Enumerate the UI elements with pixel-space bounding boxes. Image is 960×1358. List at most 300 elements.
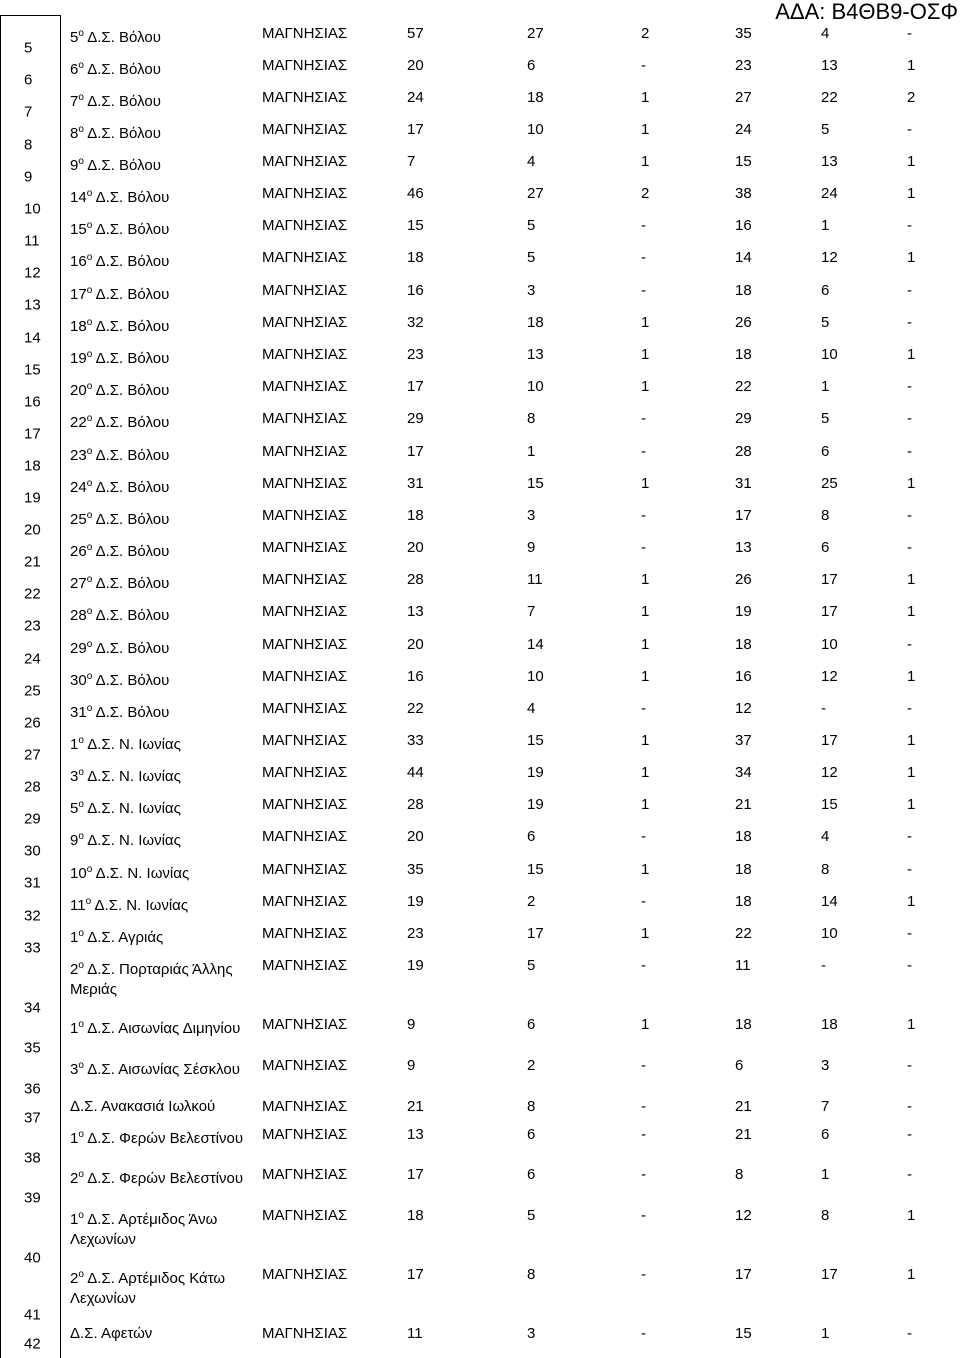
value-cell: 17	[407, 121, 424, 138]
ordinal-number: 1	[70, 736, 79, 753]
value-cell: 1	[907, 153, 916, 170]
value-cell: 18	[735, 893, 752, 910]
value-cell: 14	[821, 893, 838, 910]
ordinal-number: 8	[70, 125, 79, 142]
school-name	[70, 1056, 255, 1080]
ordinal-suffix: ο	[78, 1210, 84, 1221]
ordinal-number: 16	[70, 253, 87, 270]
value-cell: -	[907, 25, 912, 42]
value-cell: 2	[907, 89, 916, 106]
ordinal-suffix: ο	[78, 124, 84, 135]
value-cell: 17	[821, 571, 838, 588]
value-cell: 20	[407, 636, 424, 653]
school-name	[70, 635, 255, 659]
row-number-text: 40	[24, 1249, 41, 1267]
value-cell: 26	[735, 571, 752, 588]
value-cell: 13	[735, 539, 752, 556]
ordinal-number: 25	[70, 511, 87, 528]
school-name	[70, 248, 255, 272]
value-cell: 15	[735, 1325, 752, 1342]
school-name-text: Δ.Σ. Φερών Βελεστίνου	[87, 1170, 244, 1187]
value-cell: 13	[821, 153, 838, 170]
prefecture: ΜΑΓΝΗΣΙΑΣ	[262, 89, 348, 106]
ordinal-number: 11	[70, 897, 86, 914]
value-cell: 15	[735, 153, 752, 170]
value-cell: 1	[907, 603, 916, 620]
ada-code: ΑΔΑ: Β4ΘΒ9-ΟΣΦ	[775, 0, 958, 24]
value-cell: 6	[821, 443, 830, 460]
school-name	[70, 667, 255, 691]
value-cell: 6	[527, 1166, 536, 1183]
value-cell: -	[907, 121, 912, 138]
value-cell: 1	[907, 1266, 916, 1283]
value-cell: 1	[907, 249, 916, 266]
value-cell: 19	[735, 603, 752, 620]
ordinal-number: 5	[70, 800, 79, 817]
value-cell: -	[641, 57, 646, 74]
value-cell: 9	[407, 1016, 416, 1033]
prefecture: ΜΑΓΝΗΣΙΑΣ	[262, 1126, 348, 1143]
row-number-text: 39	[24, 1189, 41, 1207]
row-number-text: 41	[24, 1306, 41, 1324]
ordinal-number: 31	[70, 704, 87, 721]
value-cell: 34	[735, 764, 752, 781]
value-cell: 4	[821, 828, 830, 845]
value-cell: 18	[735, 861, 752, 878]
value-cell: 26	[735, 314, 752, 331]
value-cell: 13	[407, 603, 424, 620]
value-cell: 6	[821, 282, 830, 299]
school-name-text: Δ.Σ. Βόλου	[95, 672, 170, 689]
value-cell: 8	[821, 1207, 830, 1224]
prefecture: ΜΑΓΝΗΣΙΑΣ	[262, 732, 348, 749]
school-name	[70, 1324, 255, 1344]
ordinal-number: 26	[70, 543, 87, 560]
row-number-column	[0, 15, 61, 1358]
value-cell: 24	[821, 185, 838, 202]
value-cell: -	[641, 249, 646, 266]
value-cell: 1	[641, 475, 650, 492]
prefecture: ΜΑΓΝΗΣΙΑΣ	[262, 1166, 348, 1183]
school-name	[70, 216, 255, 240]
school-name	[70, 1097, 255, 1117]
school-name	[70, 56, 255, 80]
value-cell: 1	[907, 1207, 916, 1224]
value-cell: 1	[641, 796, 650, 813]
row-number-text: 34	[24, 999, 41, 1017]
school-name-text: Δ.Σ. Βόλου	[95, 447, 170, 464]
value-cell: -	[907, 507, 912, 524]
ordinal-number: 24	[70, 479, 87, 496]
school-name-text: Δ.Σ. Βόλου	[87, 61, 161, 78]
school-name-text: Δ.Σ. Βόλου	[95, 414, 170, 431]
value-cell: -	[641, 443, 646, 460]
value-cell: 8	[735, 1166, 744, 1183]
value-cell: 22	[735, 378, 752, 395]
school-name-text: Δ.Σ. Βόλου	[95, 221, 170, 238]
ordinal-suffix: ο	[86, 285, 93, 296]
value-cell: -	[907, 861, 912, 878]
value-cell: -	[641, 828, 646, 845]
value-cell: -	[907, 1325, 912, 1342]
value-cell: 1	[641, 378, 650, 395]
value-cell: -	[641, 957, 646, 974]
school-name	[70, 1125, 255, 1149]
ordinal-number: 2	[70, 1270, 79, 1287]
row-number-text: 11	[24, 232, 40, 250]
school-name	[70, 313, 255, 337]
value-cell: 14	[527, 636, 544, 653]
ordinal-suffix: ο	[78, 799, 84, 810]
value-cell: 4	[821, 25, 830, 42]
value-cell: 18	[407, 1207, 424, 1224]
ordinal-number: 18	[70, 318, 87, 335]
value-cell: 12	[821, 764, 838, 781]
value-cell: 8	[527, 410, 536, 427]
value-cell: 35	[407, 861, 424, 878]
row-number-text: 24	[24, 650, 41, 668]
row-number-text: 10	[24, 200, 41, 218]
school-name-text: Δ.Σ. Βόλου	[95, 704, 170, 721]
school-name	[70, 24, 255, 48]
value-cell: 5	[527, 957, 536, 974]
prefecture: ΜΑΓΝΗΣΙΑΣ	[262, 1266, 348, 1283]
value-cell: 21	[735, 796, 752, 813]
value-cell: -	[907, 378, 912, 395]
value-cell: 15	[407, 217, 424, 234]
row-number-text: 18	[24, 457, 41, 475]
ordinal-number: 9	[70, 832, 79, 849]
school-name-text: Δ.Σ. Βόλου	[95, 350, 170, 367]
ordinal-suffix: ο	[86, 542, 93, 553]
ordinal-suffix: ο	[78, 92, 84, 103]
value-cell: 1	[907, 668, 916, 685]
row-number-text: 37	[24, 1109, 41, 1127]
ordinal-suffix: ο	[86, 864, 93, 875]
value-cell: -	[641, 282, 646, 299]
value-cell: 46	[407, 185, 424, 202]
school-name-text: Δ.Σ. Βόλου	[87, 93, 161, 110]
row-number-text: 23	[24, 617, 41, 635]
school-name-text: Δ.Σ. Πορταριάς Άλλης Μεριάς	[70, 961, 233, 998]
prefecture: ΜΑΓΝΗΣΙΑΣ	[262, 571, 348, 588]
ordinal-suffix: ο	[86, 349, 93, 360]
value-cell: 1	[641, 121, 650, 138]
school-name	[70, 860, 255, 884]
prefecture: ΜΑΓΝΗΣΙΑΣ	[262, 893, 348, 910]
school-name	[70, 120, 255, 144]
row-number-text: 5	[24, 39, 33, 57]
prefecture: ΜΑΓΝΗΣΙΑΣ	[262, 25, 348, 42]
row-number-text: 14	[24, 329, 41, 347]
ordinal-suffix: ο	[86, 220, 93, 231]
value-cell: 15	[527, 732, 544, 749]
value-cell: -	[641, 893, 646, 910]
value-cell: 19	[527, 796, 544, 813]
row-number-text: 30	[24, 842, 41, 860]
ordinal-number: 27	[70, 575, 87, 592]
value-cell: -	[641, 1266, 646, 1283]
value-cell: 18	[735, 1016, 752, 1033]
value-cell: -	[641, 410, 646, 427]
row-number-text: 20	[24, 521, 41, 539]
row-number-text: 27	[24, 746, 41, 764]
ordinal-suffix: ο	[86, 639, 93, 650]
value-cell: 8	[821, 861, 830, 878]
value-cell: 1	[641, 764, 650, 781]
prefecture: ΜΑΓΝΗΣΙΑΣ	[262, 443, 348, 460]
value-cell: 27	[527, 185, 544, 202]
school-name	[70, 795, 255, 819]
value-cell: 22	[407, 700, 424, 717]
value-cell: -	[641, 1057, 646, 1074]
prefecture: ΜΑΓΝΗΣΙΑΣ	[262, 700, 348, 717]
school-name-text: Δ.Σ. Βόλου	[95, 543, 170, 560]
ordinal-suffix: ο	[78, 1060, 84, 1071]
prefecture: ΜΑΓΝΗΣΙΑΣ	[262, 475, 348, 492]
row-number-text: 28	[24, 778, 41, 796]
value-cell: 3	[527, 1325, 536, 1342]
value-cell: 17	[735, 507, 752, 524]
prefecture: ΜΑΓΝΗΣΙΑΣ	[262, 282, 348, 299]
value-cell: -	[641, 1126, 646, 1143]
ordinal-suffix: ο	[86, 188, 93, 199]
value-cell: 29	[735, 410, 752, 427]
prefecture: ΜΑΓΝΗΣΙΑΣ	[262, 1207, 348, 1224]
value-cell: 2	[527, 1057, 536, 1074]
value-cell: -	[907, 828, 912, 845]
row-number-text: 12	[24, 264, 41, 282]
school-name	[70, 956, 255, 1000]
value-cell: 13	[527, 346, 544, 363]
school-name-text: Δ.Σ. Βόλου	[87, 29, 161, 46]
value-cell: 18	[735, 346, 752, 363]
ordinal-suffix: ο	[86, 478, 93, 489]
prefecture: ΜΑΓΝΗΣΙΑΣ	[262, 957, 348, 974]
value-cell: 9	[407, 1057, 416, 1074]
value-cell: 13	[821, 57, 838, 74]
ordinal-suffix: ο	[86, 381, 93, 392]
value-cell: 6	[527, 1016, 536, 1033]
ordinal-suffix: ο	[78, 735, 84, 746]
value-cell: 27	[735, 89, 752, 106]
value-cell: 33	[407, 732, 424, 749]
value-cell: -	[907, 282, 912, 299]
value-cell: 1	[907, 893, 916, 910]
ordinal-suffix: ο	[86, 606, 93, 617]
value-cell: 4	[527, 153, 536, 170]
value-cell: -	[907, 700, 912, 717]
value-cell: 7	[407, 153, 416, 170]
school-name	[70, 281, 255, 305]
value-cell: 15	[821, 796, 838, 813]
value-cell: 6	[527, 828, 536, 845]
value-cell: -	[907, 636, 912, 653]
value-cell: 9	[527, 539, 536, 556]
ordinal-number: 30	[70, 672, 87, 689]
ordinal-number: 10	[70, 865, 87, 882]
value-cell: 19	[407, 957, 424, 974]
value-cell: 1	[907, 475, 916, 492]
value-cell: 10	[821, 925, 838, 942]
prefecture: ΜΑΓΝΗΣΙΑΣ	[262, 57, 348, 74]
value-cell: 31	[735, 475, 752, 492]
school-name-text: Δ.Σ. Βόλου	[95, 575, 170, 592]
school-name-text: Δ.Σ. Ανακασιά Ιωλκού	[70, 1098, 216, 1115]
value-cell: 1	[907, 571, 916, 588]
ordinal-number: 9	[70, 157, 79, 174]
ordinal-suffix: ο	[85, 896, 92, 907]
ordinal-number: 19	[70, 350, 87, 367]
value-cell: 1	[641, 861, 650, 878]
value-cell: 22	[821, 89, 838, 106]
row-number-text: 19	[24, 489, 41, 507]
row-number-text: 42	[24, 1335, 41, 1353]
ordinal-number: 28	[70, 607, 87, 624]
value-cell: 35	[735, 25, 752, 42]
ordinal-number: 1	[70, 1130, 79, 1147]
value-cell: -	[907, 1126, 912, 1143]
prefecture: ΜΑΓΝΗΣΙΑΣ	[262, 828, 348, 845]
ordinal-suffix: ο	[78, 60, 84, 71]
value-cell: 37	[735, 732, 752, 749]
value-cell: 11	[527, 571, 543, 588]
prefecture: ΜΑΓΝΗΣΙΑΣ	[262, 378, 348, 395]
value-cell: 1	[907, 796, 916, 813]
value-cell: 12	[821, 668, 838, 685]
value-cell: 22	[735, 925, 752, 942]
row-number-text: 31	[24, 874, 41, 892]
value-cell: 6	[821, 1126, 830, 1143]
value-cell: 1	[907, 346, 916, 363]
ordinal-suffix: ο	[78, 156, 84, 167]
value-cell: 1	[821, 378, 830, 395]
value-cell: 29	[407, 410, 424, 427]
prefecture: ΜΑΓΝΗΣΙΑΣ	[262, 1016, 348, 1033]
prefecture: ΜΑΓΝΗΣΙΑΣ	[262, 153, 348, 170]
value-cell: 15	[527, 475, 544, 492]
value-cell: 28	[407, 571, 424, 588]
value-cell: 1	[907, 185, 916, 202]
school-name	[70, 88, 255, 112]
ordinal-suffix: ο	[78, 28, 84, 39]
value-cell: -	[907, 443, 912, 460]
value-cell: 3	[821, 1057, 830, 1074]
ordinal-suffix: ο	[86, 446, 93, 457]
prefecture: ΜΑΓΝΗΣΙΑΣ	[262, 925, 348, 942]
value-cell: 12	[735, 1207, 752, 1224]
value-cell: 13	[407, 1126, 424, 1143]
value-cell: 17	[735, 1266, 752, 1283]
row-number-text: 17	[24, 425, 41, 443]
school-name-text: Δ.Σ. Βόλου	[95, 511, 170, 528]
value-cell: 1	[641, 668, 650, 685]
value-cell: 27	[527, 25, 544, 42]
school-name-text: Δ.Σ. Αρτέμιδος Άνω Λεχωνίων	[70, 1211, 218, 1248]
value-cell: -	[907, 217, 912, 234]
value-cell: 1	[641, 346, 650, 363]
value-cell: 8	[527, 1098, 536, 1115]
prefecture: ΜΑΓΝΗΣΙΑΣ	[262, 217, 348, 234]
school-name	[70, 731, 255, 755]
value-cell: 1	[641, 732, 650, 749]
prefecture: ΜΑΓΝΗΣΙΑΣ	[262, 346, 348, 363]
prefecture: ΜΑΓΝΗΣΙΑΣ	[262, 636, 348, 653]
prefecture: ΜΑΓΝΗΣΙΑΣ	[262, 507, 348, 524]
ordinal-number: 3	[70, 768, 79, 785]
value-cell: 6	[527, 57, 536, 74]
ordinal-number: 14	[70, 189, 87, 206]
ordinal-number: 6	[70, 61, 79, 78]
prefecture: ΜΑΓΝΗΣΙΑΣ	[262, 668, 348, 685]
prefecture: ΜΑΓΝΗΣΙΑΣ	[262, 410, 348, 427]
school-name	[70, 1206, 255, 1250]
school-name	[70, 506, 255, 530]
value-cell: 6	[735, 1057, 744, 1074]
value-cell: 11	[407, 1325, 423, 1342]
value-cell: 1	[821, 217, 830, 234]
ordinal-number: 7	[70, 93, 79, 110]
ordinal-number: 15	[70, 221, 87, 238]
school-name	[70, 442, 255, 466]
value-cell: 6	[821, 539, 830, 556]
school-name	[70, 345, 255, 369]
ordinal-number: 2	[70, 1170, 79, 1187]
value-cell: 17	[527, 925, 544, 942]
school-name	[70, 1265, 255, 1309]
value-cell: 10	[821, 346, 838, 363]
value-cell: 1	[907, 1016, 916, 1033]
value-cell: 19	[407, 893, 424, 910]
prefecture: ΜΑΓΝΗΣΙΑΣ	[262, 314, 348, 331]
value-cell: 1	[641, 153, 650, 170]
value-cell: 10	[821, 636, 838, 653]
value-cell: 18	[735, 828, 752, 845]
value-cell: 32	[407, 314, 424, 331]
prefecture: ΜΑΓΝΗΣΙΑΣ	[262, 1098, 348, 1115]
row-number-text: 25	[24, 682, 41, 700]
value-cell: 28	[735, 443, 752, 460]
ordinal-number: 1	[70, 1211, 79, 1228]
school-name-text: Δ.Σ. Αγριάς	[87, 929, 164, 946]
value-cell: 20	[407, 539, 424, 556]
value-cell: 5	[527, 217, 536, 234]
prefecture: ΜΑΓΝΗΣΙΑΣ	[262, 796, 348, 813]
row-number-text: 16	[24, 393, 41, 411]
value-cell: 10	[527, 668, 544, 685]
row-number-text: 26	[24, 714, 41, 732]
value-cell: -	[907, 925, 912, 942]
value-cell: 18	[821, 1016, 838, 1033]
ordinal-suffix: ο	[78, 960, 84, 971]
value-cell: 15	[527, 861, 544, 878]
value-cell: 1	[527, 443, 536, 460]
row-number-text: 32	[24, 907, 41, 925]
ordinal-suffix: ο	[78, 1169, 84, 1180]
school-name	[70, 699, 255, 723]
value-cell: 4	[527, 700, 536, 717]
school-name-text: Δ.Σ. Βόλου	[95, 189, 170, 206]
school-name-text: Δ.Σ. Ν. Ιωνίας	[87, 832, 181, 849]
value-cell: 5	[821, 121, 830, 138]
school-name	[70, 377, 255, 401]
school-name-text: Δ.Σ. Φερών Βελεστίνου	[87, 1130, 244, 1147]
prefecture: ΜΑΓΝΗΣΙΑΣ	[262, 764, 348, 781]
value-cell: 18	[527, 89, 544, 106]
value-cell: 16	[407, 668, 424, 685]
value-cell: -	[907, 957, 912, 974]
value-cell: 2	[641, 25, 650, 42]
